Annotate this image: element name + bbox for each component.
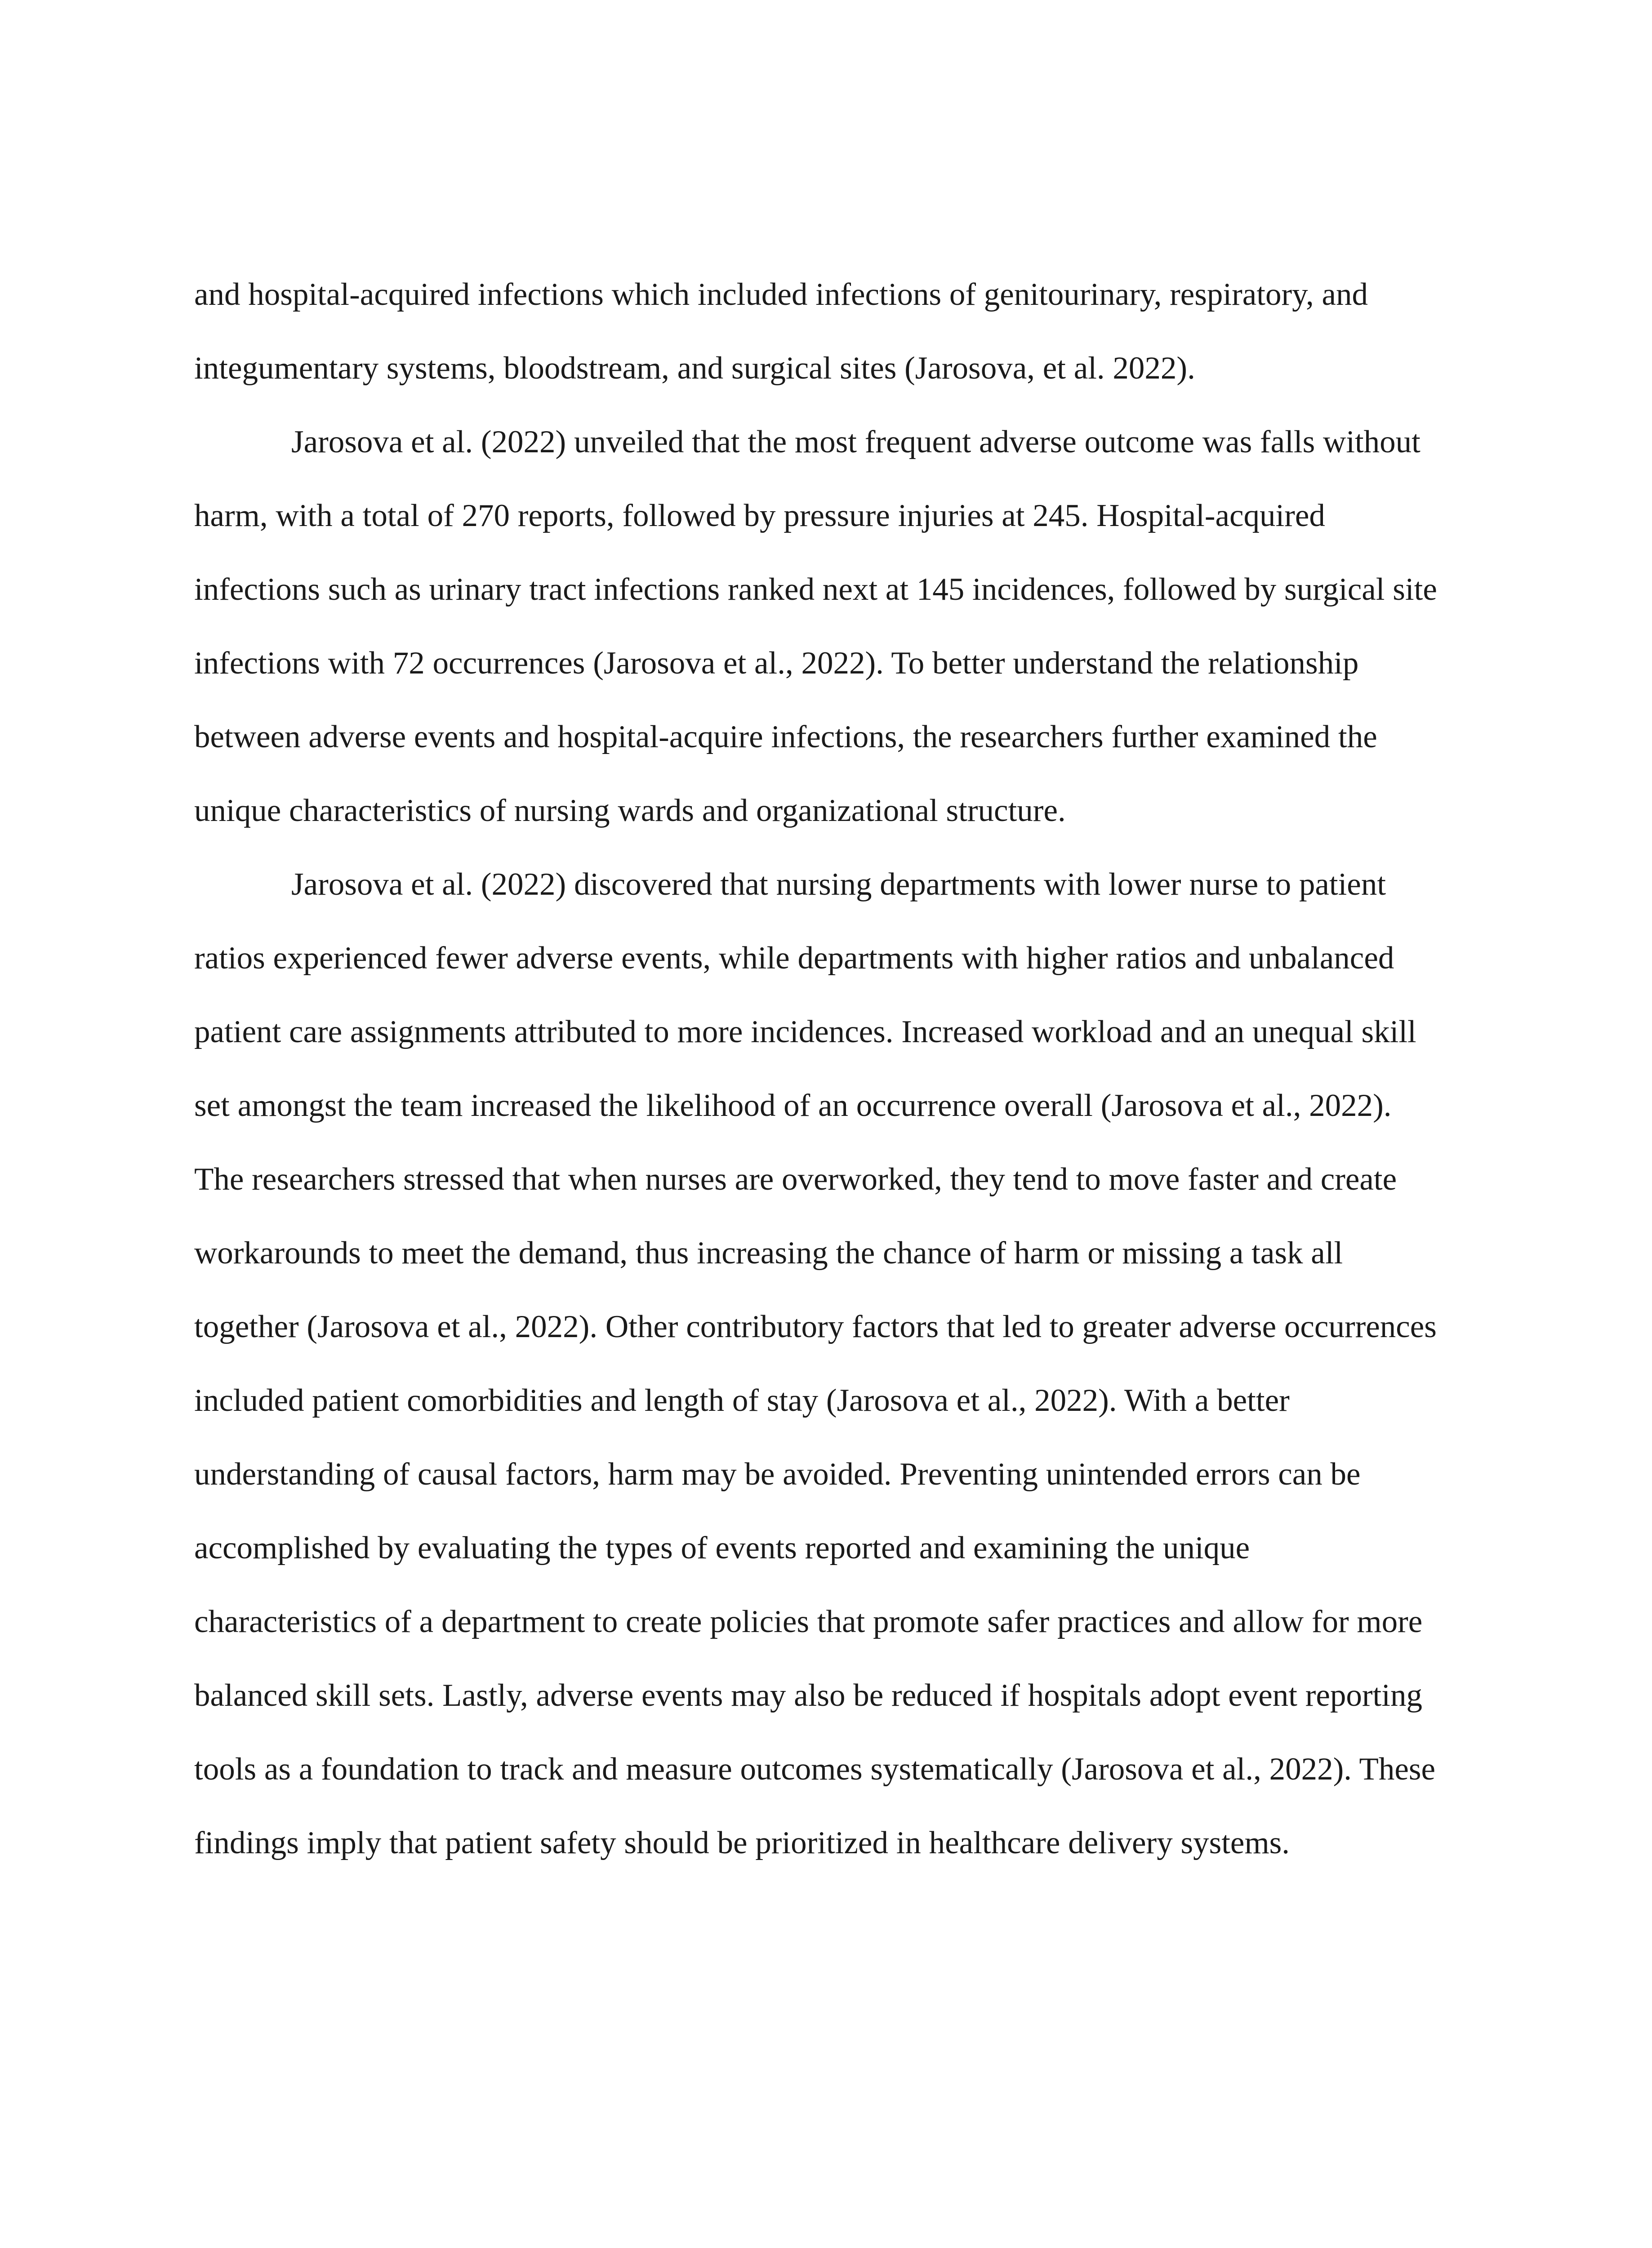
text-line: unique characteristics of nursing wards and organizational structure. bbox=[194, 793, 1066, 828]
text-line: infections with 72 occurrences (Jarosova et al., 2022). To better understand the relationship bbox=[194, 646, 1359, 681]
text-line: accomplished by evaluating the types of events reported and examining the unique bbox=[194, 1530, 1250, 1566]
text-line: together (Jarosova et al., 2022). Other contributory factors that led to greater adverse occurrences bbox=[194, 1309, 1437, 1344]
text-line: tools as a foundation to track and measure outcomes systematically (Jarosova et al., 2022). These bbox=[194, 1752, 1435, 1787]
text-line: patient care assignments attributed to more incidences. Increased workload and an unequal skill bbox=[194, 1014, 1416, 1049]
text-line: understanding of causal factors, harm may be avoided. Preventing unintended errors can be bbox=[194, 1457, 1361, 1492]
text-line: findings imply that patient safety should be prioritized in healthcare delivery systems. bbox=[194, 1825, 1290, 1860]
text-line: The researchers stressed that when nurses are overworked, they tend to move faster and create bbox=[194, 1162, 1397, 1197]
text-line: harm, with a total of 270 reports, followed by pressure injuries at 245. Hospital-acquired bbox=[194, 498, 1325, 533]
text-line: workarounds to meet the demand, thus increasing the chance of harm or missing a task all bbox=[194, 1236, 1343, 1271]
text-line: ratios experienced fewer adverse events, while departments with higher ratios and unbalanced bbox=[194, 941, 1394, 976]
paragraph-first-line: Jarosova et al. (2022) discovered that nursing departments with lower nurse to patient bbox=[291, 867, 1386, 902]
text-line: balanced skill sets. Lastly, adverse events may also be reduced if hospitals adopt event reporting bbox=[194, 1678, 1423, 1713]
text-line: characteristics of a department to create policies that promote safer practices and allow for more bbox=[194, 1604, 1423, 1639]
paragraph-first-line: Jarosova et al. (2022) unveiled that the most frequent adverse outcome was falls without bbox=[291, 424, 1420, 459]
text-line: and hospital-acquired infections which included infections of genitourinary, respiratory, and bbox=[194, 277, 1368, 312]
text-line: included patient comorbidities and length of stay (Jarosova et al., 2022). With a better bbox=[194, 1383, 1290, 1418]
text-line: infections such as urinary tract infections ranked next at 145 incidences, followed by surgical site bbox=[194, 572, 1437, 607]
text-line: integumentary systems, bloodstream, and surgical sites (Jarosova, et al. 2022). bbox=[194, 351, 1195, 386]
text-line: between adverse events and hospital-acquire infections, the researchers further examined the bbox=[194, 719, 1377, 754]
text-line: set amongst the team increased the likelihood of an occurrence overall (Jarosova et al., 2022). bbox=[194, 1088, 1392, 1123]
